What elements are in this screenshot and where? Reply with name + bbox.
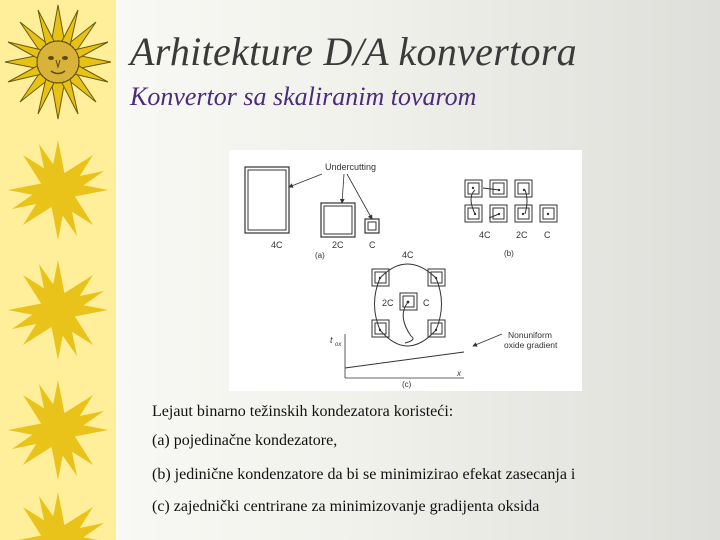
figure-drawing: [229, 150, 582, 391]
label-c-b: C: [544, 230, 551, 240]
panel-a-label: (a): [315, 251, 325, 260]
panel-c-label: (c): [402, 380, 412, 389]
label-2c-c: 2C: [382, 298, 394, 308]
caption-line: (c) zajednički centrirane za minimizovanje gradijenta oksida: [152, 498, 540, 515]
label-2c: 2C: [332, 240, 344, 250]
label-c: C: [369, 240, 376, 250]
nonuniform-label-line1: Nonuniform: [508, 330, 552, 340]
capacitor-layout-figure: [229, 150, 582, 391]
sun-icon: [6, 138, 110, 242]
sun-icon: [6, 490, 110, 540]
decorative-sidebar: [0, 0, 116, 540]
caption-line: Lejaut binarno težinskih kondezatora koristeći:: [152, 403, 454, 420]
sun-icon: [6, 258, 110, 362]
panel-b: [465, 180, 557, 222]
x-axis-label: x: [457, 369, 461, 378]
label-c-c: C: [423, 298, 430, 308]
label-4c-c: 4C: [402, 250, 414, 260]
panel-a: [245, 167, 379, 237]
nonuniform-label-line2: oxide gradient: [504, 340, 558, 350]
label-4c-b: 4C: [479, 230, 491, 240]
label-4c: 4C: [271, 240, 283, 250]
caption-line: (a) pojedinačne kondezatore,: [152, 432, 338, 449]
tox-subscript: ox: [335, 342, 342, 348]
tox-label: t: [330, 335, 333, 345]
slide-title: Arhitekture D/A konvertora: [130, 29, 577, 74]
sun-face-icon: [2, 2, 114, 122]
label-2c-b: 2C: [516, 230, 528, 240]
caption-line: (b) jedinične kondenzatore da bi se minimizirao efekat zasecanja i: [152, 466, 576, 483]
panel-c: [345, 264, 502, 378]
undercutting-label: Undercutting: [325, 162, 377, 172]
slide-subtitle: Konvertor sa skaliranim tovarom: [130, 82, 477, 111]
sun-icon: [6, 378, 110, 482]
panel-b-label: (b): [504, 249, 514, 258]
